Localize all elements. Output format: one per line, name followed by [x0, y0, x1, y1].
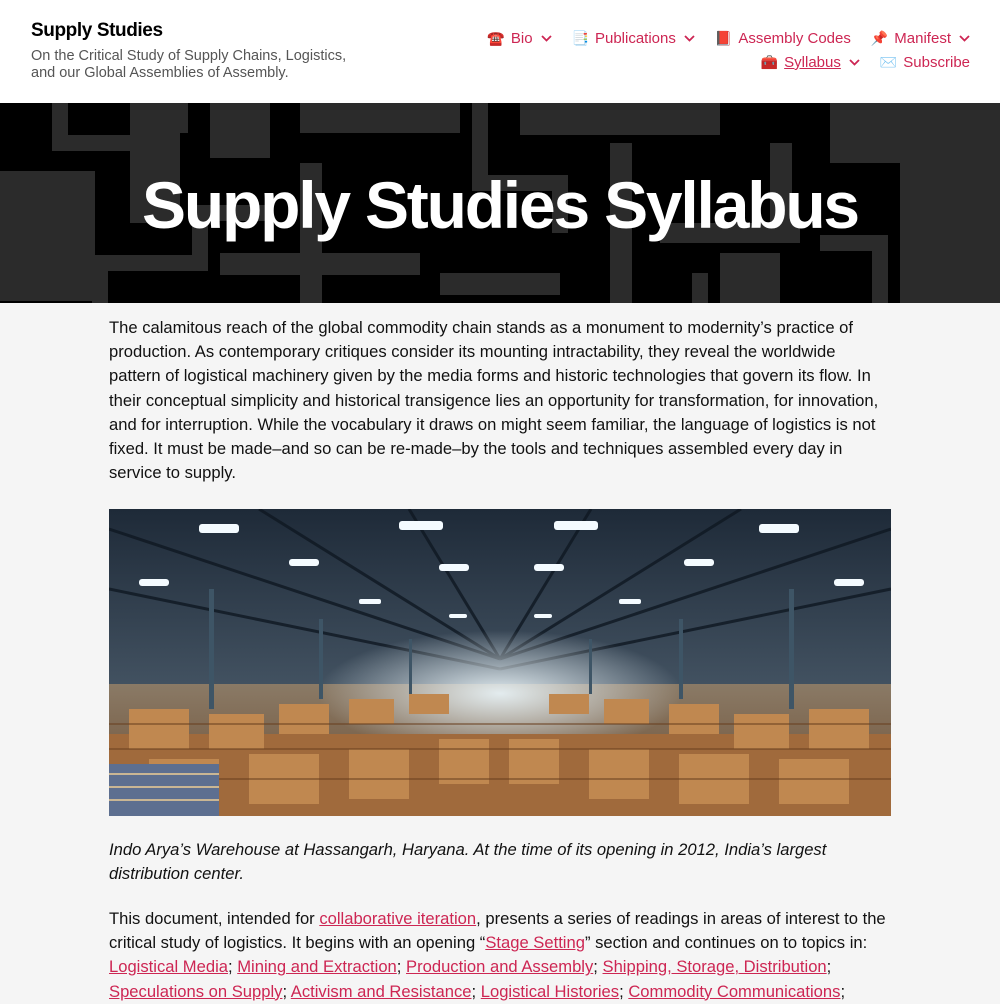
nav-item-label: Subscribe — [903, 54, 970, 71]
primary-nav-row-2 — [761, 54, 970, 71]
collaborative-iteration-link[interactable]: collaborative iteration — [319, 909, 477, 928]
nav-item-label: Manifest — [894, 30, 951, 47]
nav-item-label: Assembly Codes — [738, 30, 851, 47]
chevron-down-icon[interactable] — [959, 35, 970, 42]
topic-link-logistical-histories[interactable]: Logistical Histories — [480, 981, 620, 1001]
topic-link-logistical-media[interactable]: Logistical Media — [109, 957, 228, 977]
separator: ; — [593, 957, 603, 977]
text-segment: ” section and continues on to topics in: — [584, 933, 868, 953]
site-title-link[interactable]: Supply Studies — [31, 20, 163, 41]
telephone-icon: ☎️ — [487, 30, 505, 47]
topic-link-activism-resistance[interactable]: Activism and Resistance — [290, 981, 472, 1001]
separator: ; — [396, 957, 407, 977]
topic-link-shipping-storage-distribution[interactable]: Shipping, Storage, Distribution — [602, 957, 827, 977]
separator: ; — [619, 981, 629, 1001]
overview-paragraph — [109, 907, 891, 1004]
separator: ; — [840, 981, 846, 1001]
intro-paragraph: The calamitous reach of the global commodity chain stands as a monument to modernity’s practice of production. As contemporary critiques consider its mounting intractability, they reveal the worldwide pattern of logistical machinery given by the media forms and historic technologies that govern its flow. In their conceptual simplicity and historical transigence lies an opportunity for transformation, for innovation, and for interruption. While the vocabulary it draws on might seem familiar, the language of logistics is not fixed. It must be made–and so can be re-made–by the tools and techniques assembled every day in service to supply. — [109, 318, 879, 483]
envelope-icon: ✉️ — [879, 54, 898, 71]
primary-nav-row-1 — [487, 30, 970, 47]
chevron-down-icon[interactable] — [849, 59, 860, 66]
stage-setting-link[interactable]: Stage Setting — [485, 933, 585, 953]
separator: ; — [282, 981, 291, 1001]
hero-banner — [0, 103, 1000, 303]
site-description: On the Critical Study of Supply Chains, Logistics, and our Global Assemblies of Assembly. — [31, 48, 347, 81]
nav-item-assembly-codes[interactable] — [715, 30, 851, 47]
separator: ; — [826, 957, 832, 977]
page-title: Supply Studies Syllabus — [142, 168, 858, 242]
nav-item-bio[interactable] — [487, 30, 551, 47]
toolbox-icon: 🧰 — [760, 54, 779, 71]
separator: ; — [471, 981, 481, 1001]
nav-item-label: Syllabus — [784, 54, 841, 71]
entry-content — [109, 316, 891, 485]
site-header — [0, 0, 1000, 103]
figure-caption: Indo Arya’s Warehouse at Hassangarh, Haryana. At the time of its opening in 2012, India’s largest distribution center. — [109, 840, 827, 884]
nav-item-manifest[interactable] — [871, 30, 970, 47]
nav-item-syllabus[interactable] — [761, 54, 860, 71]
nav-item-label: Bio — [510, 30, 533, 47]
bookmark-tabs-icon: 📑 — [571, 30, 589, 47]
warehouse-image — [109, 509, 891, 816]
warehouse-illustration — [109, 509, 891, 816]
topic-link-speculations-on-supply[interactable]: Speculations on Supply — [109, 981, 283, 1001]
separator: ; — [227, 957, 238, 977]
text-segment: , presents a series of readings in areas of interest to the critical study of logistics. It begins with an opening “ — [109, 909, 886, 953]
chevron-down-icon[interactable] — [684, 35, 695, 42]
nav-item-label: Publications — [594, 30, 676, 47]
pushpin-icon: 📌 — [870, 30, 889, 47]
topic-link-commodity-communications[interactable]: Commodity Communications — [628, 981, 841, 1001]
nav-item-subscribe[interactable] — [880, 54, 970, 71]
closed-book-icon: 📕 — [714, 30, 733, 47]
text-segment: This document, intended for — [109, 909, 320, 928]
chevron-down-icon[interactable] — [541, 35, 552, 42]
topic-link-mining-extraction[interactable]: Mining and Extraction — [237, 957, 397, 977]
nav-item-publications[interactable] — [572, 30, 695, 47]
topic-link-production-assembly[interactable]: Production and Assembly — [406, 957, 594, 977]
